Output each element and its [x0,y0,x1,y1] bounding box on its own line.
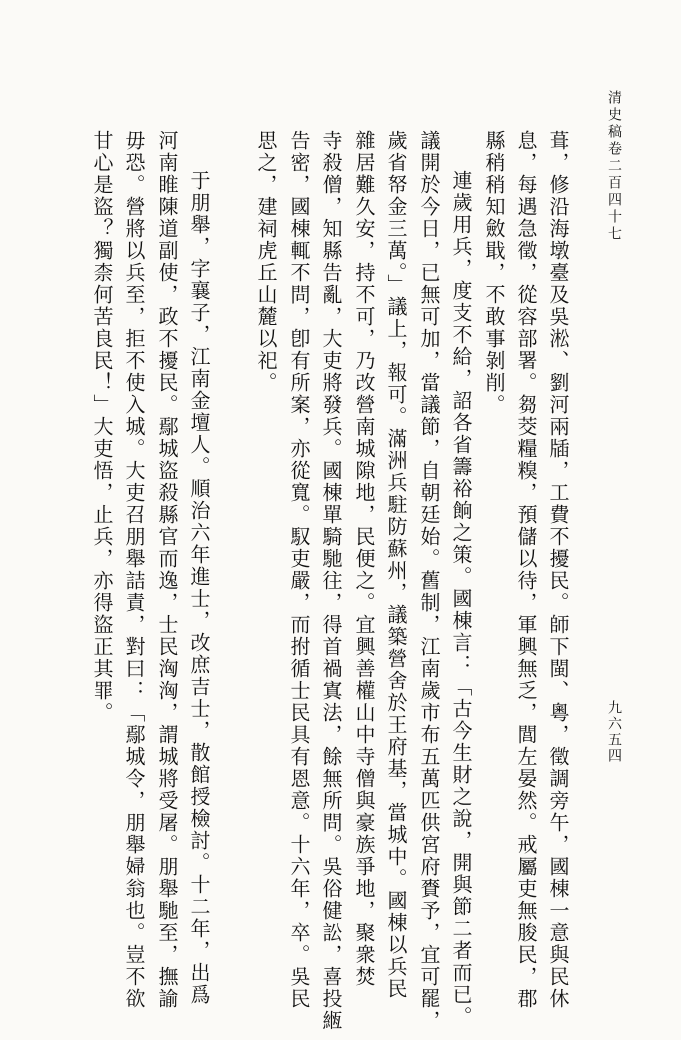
text-column: 縣稍稍知斂戢，不敢事剝削。 [482,130,506,416]
text-column: 葺，修沿海墩臺及吳淞、劉河兩牐，工費不擾民。師下閩、粵，徵調旁午，國棟一意與民休 [546,130,570,1010]
text-column: 甘心是盜？獨柰何苦良民！」大吏悟，止兵，亦得盜正其罪。 [90,130,114,724]
text-column: 雜居難久安，持不可，乃改營南城隙地，民便之。宜興善權山中寺僧與豪族爭地，聚衆焚 [352,130,376,988]
text-column: 告密，國棟輒不問，卽有所案，亦從寬。馭吏嚴，而拊循士民具有恩意。十六年，卒。吳民 [287,130,311,1010]
text-column: 歲省帑金三萬。」議上，報可。滿洲兵駐防蘇州，議築營舍於王府基，當城中。國棟以兵民 [384,130,408,1000]
text-column: 毋恐。營將以兵至，拒不使入城。大吏召朋舉詰責，對曰：「鄢城令，朋舉婦翁也。豈不欲 [122,130,146,1010]
text-column: 河南睢陳道副使，政不擾民。鄢城盜殺縣官而逸，士民洶洶，謂城將受屠。朋舉馳至，撫諭 [155,130,179,1010]
text-column: 議開於今日，已無可加，當議節，自朝廷始。舊制，江南歲市布五萬匹供宮府賚予，宜可罷， [417,130,441,1032]
running-header-title: 清史稿卷二百四十七 [606,90,622,243]
text-column: 寺殺僧，知縣告亂，大吏將發兵。國棟單騎馳往，得首禍寘法，餘無所問。吳俗健訟，喜投緪 [319,130,343,1032]
text-column: 思之，建祠虎丘山麓以祀。 [254,130,278,394]
text-column: 于朋舉，字襄子，江南金壇人。順治六年進士，改庶吉士，散館授檢討。十二年，出爲 [187,170,211,1006]
text-column: 息，每遇急徵，從容部署。芻茭糧糗，預儲以待，軍興無乏，閭左晏然。戒屬吏無朘民，郡 [514,130,538,1010]
text-column: 連歲用兵，度支不給，詔各省籌裕餉之策。國棟言：「古今生財之說，開與節二者而已。 [449,170,473,1028]
page-number: 九六五四 [606,700,622,764]
